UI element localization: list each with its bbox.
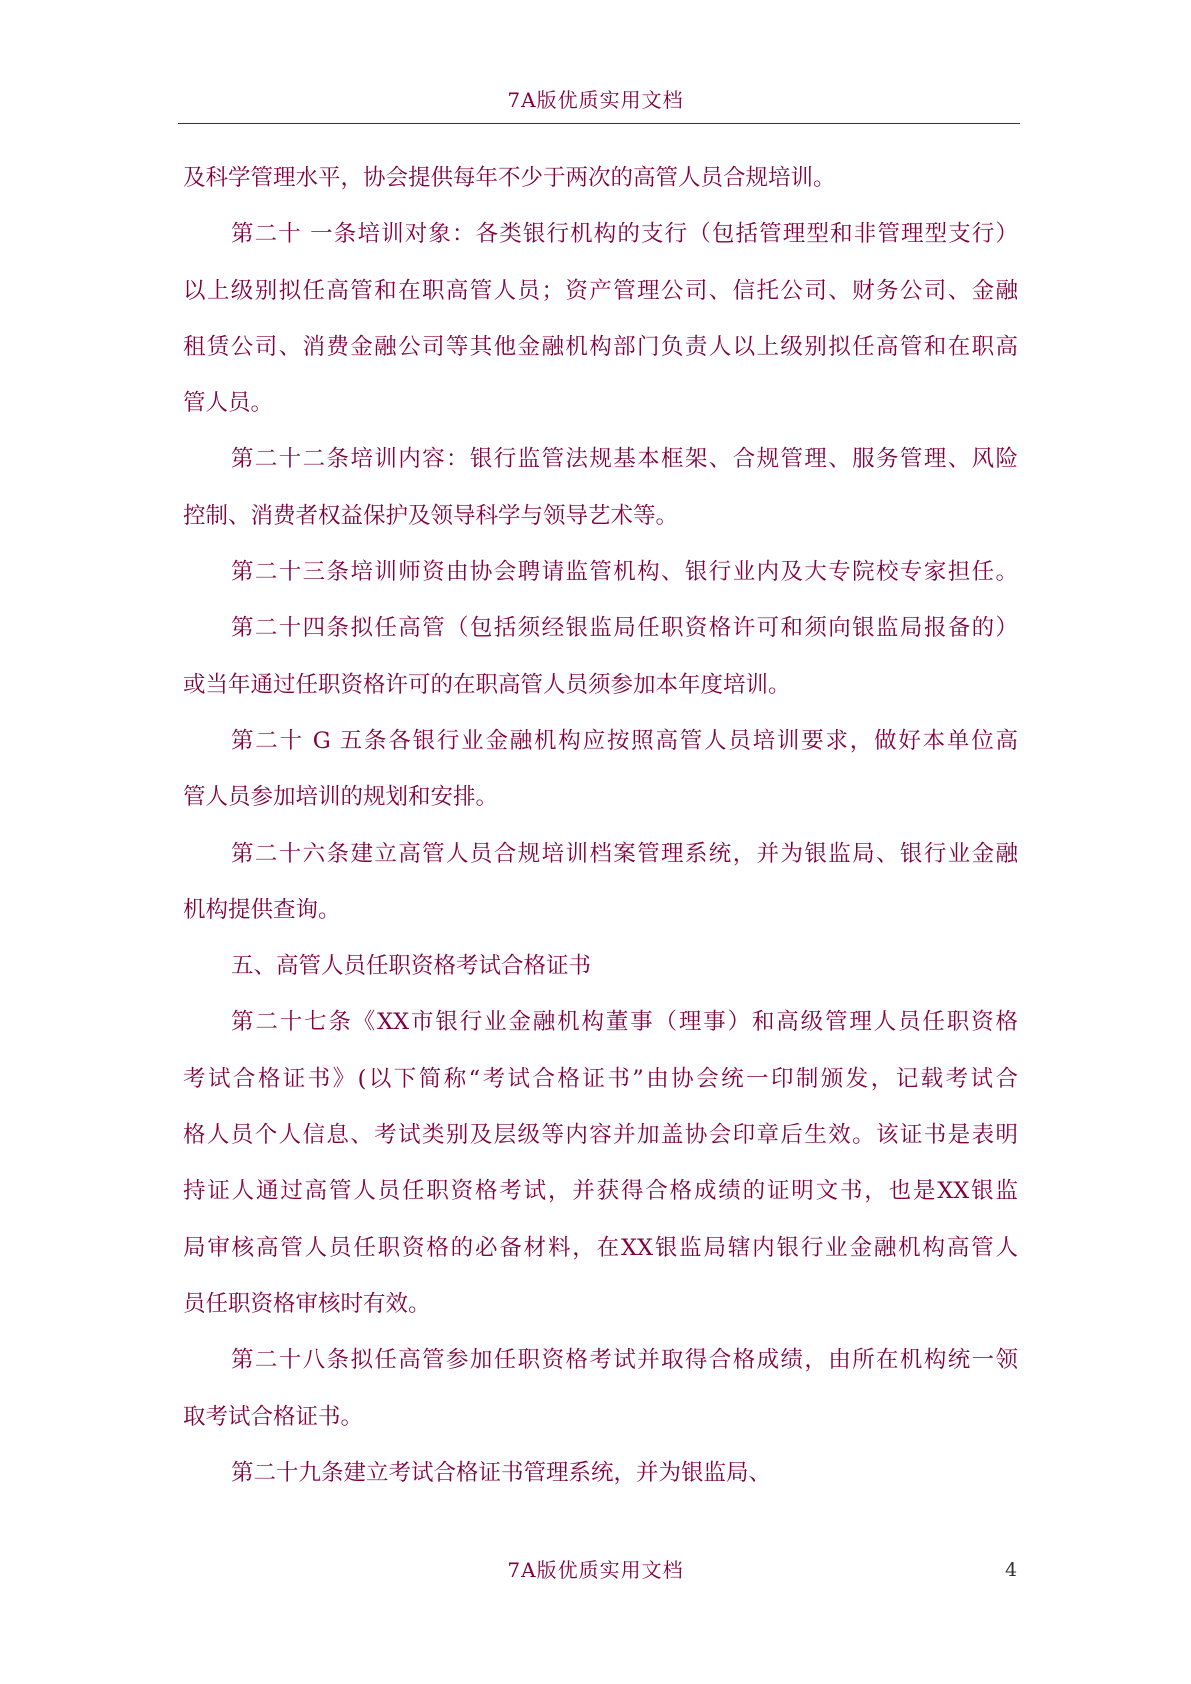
text-line: 及科学管理水平，协会提供每年不少于两次的高管人员合规培训。 — [183, 165, 836, 191]
text-line: 控制、消费者权益保护及领导科学与领导艺术等。 — [183, 502, 679, 529]
text-line: 以上级别拟任高管和在职高管人员；资产管理公司、信托公司、财务公司、金融 — [183, 277, 1018, 304]
text-line: 第二十九条建立考试合格证书管理系统，并为银监局、 — [231, 1459, 772, 1486]
text-line: 管人员参加培训的规划和安排。 — [183, 784, 499, 811]
text-line: 考试合格证书》(以下简称“考试合格证书”由协会统一印制颁发，记载考试合 — [183, 1065, 1018, 1092]
text-line: 或当年通过任职资格许可的在职高管人员须参加本年度培训。 — [183, 671, 791, 698]
text-line: 局审核高管人员任职资格的必备材料，在XX银监局辖内银行业金融机构高管人 — [183, 1234, 1018, 1261]
text-line: 第二十 G 五条各银行业金融机构应按照高管人员培训要求，做好本单位高 — [231, 727, 1018, 754]
text-line: 持证人通过高管人员任职资格考试，并获得合格成绩的证明文书，也是XX银监 — [183, 1178, 1018, 1205]
header-divider — [178, 123, 1020, 124]
text-line: 租赁公司、消费金融公司等其他金融机构部门负责人以上级别拟任高管和在职高 — [183, 333, 1018, 360]
text-line: 第二十七条《XX市银行业金融机构董事（理事）和高级管理人员任职资格 — [231, 1009, 1018, 1036]
text-line: 第二十八条拟任高管参加任职资格考试并取得合格成绩，由所在机构统一领 — [231, 1347, 1018, 1374]
document-body — [183, 150, 1018, 1501]
text-line: 管人员。 — [183, 390, 274, 417]
text-line: 第二十六条建立高管人员合规培训档案管理系统，并为银监局、银行业金融 — [231, 840, 1018, 867]
page-footer: 7A版优质实用文档 — [507, 1558, 684, 1582]
text-line: 第二十三条培训师资由协会聘请监管机构、银行业内及大专院校专家担任。 — [231, 559, 1018, 586]
text-line: 第二十二条培训内容：银行监管法规基本框架、合规管理、服务管理、风险 — [231, 446, 1018, 473]
text-line: 第二十 一条培训对象：各类银行机构的支行（包括管理型和非管理型支行） — [231, 221, 1018, 248]
page-header: 7A版优质实用文档 — [507, 88, 684, 112]
page-number: 4 — [1005, 1559, 1018, 1581]
text-line: 取考试合格证书。 — [183, 1403, 364, 1430]
text-line: 格人员个人信息、考试类别及层级等内容并加盖协会印章后生效。该证书是表明 — [183, 1122, 1018, 1149]
text-line: 员任职资格审核时有效。 — [183, 1290, 431, 1317]
text-line: 机构提供查询。 — [183, 896, 341, 923]
text-line: 五、高管人员任职资格考试合格证书 — [231, 953, 592, 980]
text-line: 第二十四条拟任高管（包括须经银监局任职资格许可和须向银监局报备的） — [231, 615, 1018, 642]
